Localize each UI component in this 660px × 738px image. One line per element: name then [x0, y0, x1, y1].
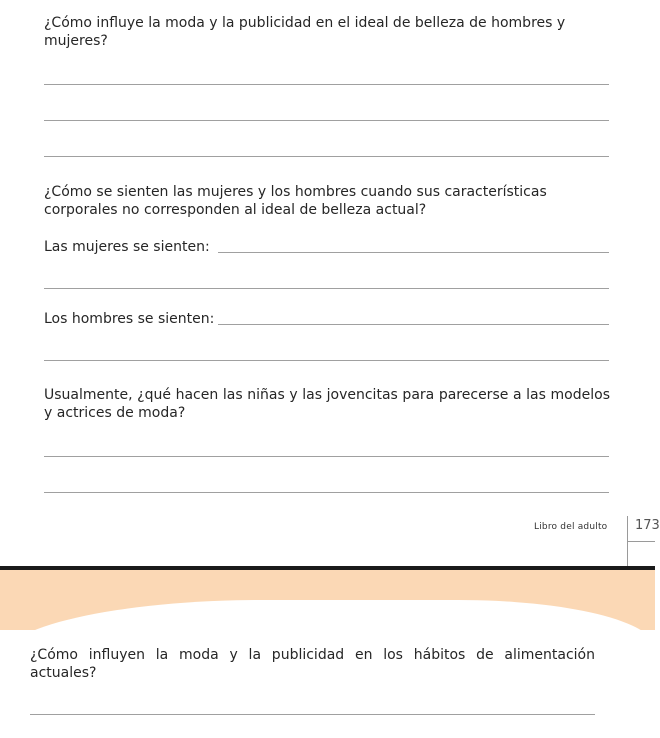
answer-line-4[interactable]: [44, 288, 609, 289]
page-number: 173: [635, 518, 660, 533]
question-2: ¿Cómo se sienten las mujeres y los hombres cuando sus características corporales no corresponden al ideal de belleza actual?: [44, 184, 547, 218]
footer-rule: [627, 541, 655, 542]
answer-line-7[interactable]: [44, 492, 609, 493]
question-4: ¿Cómo influyen la moda y la publicidad en los hábitos de alimentación actuales?: [30, 647, 595, 681]
women-answer-line[interactable]: [218, 252, 609, 253]
men-feel-label: Los hombres se sienten:: [44, 311, 215, 327]
answer-line-2[interactable]: [44, 120, 609, 121]
answer-line-8[interactable]: [30, 714, 595, 715]
answer-line-6[interactable]: [44, 456, 609, 457]
answer-line-3[interactable]: [44, 156, 609, 157]
answer-line-1[interactable]: [44, 84, 609, 85]
question-1: ¿Cómo influye la moda y la publicidad en el ideal de belleza de hombres y mujeres?: [44, 15, 566, 49]
footer-book-label: Libro del adulto: [534, 522, 608, 532]
men-answer-line[interactable]: [218, 324, 609, 325]
answer-line-5[interactable]: [44, 360, 609, 361]
women-feel-label: Las mujeres se sienten:: [44, 239, 210, 255]
question-3: Usualmente, ¿qué hacen las niñas y las jovencitas para parecerse a las modelos y actrices de moda?: [44, 387, 610, 421]
